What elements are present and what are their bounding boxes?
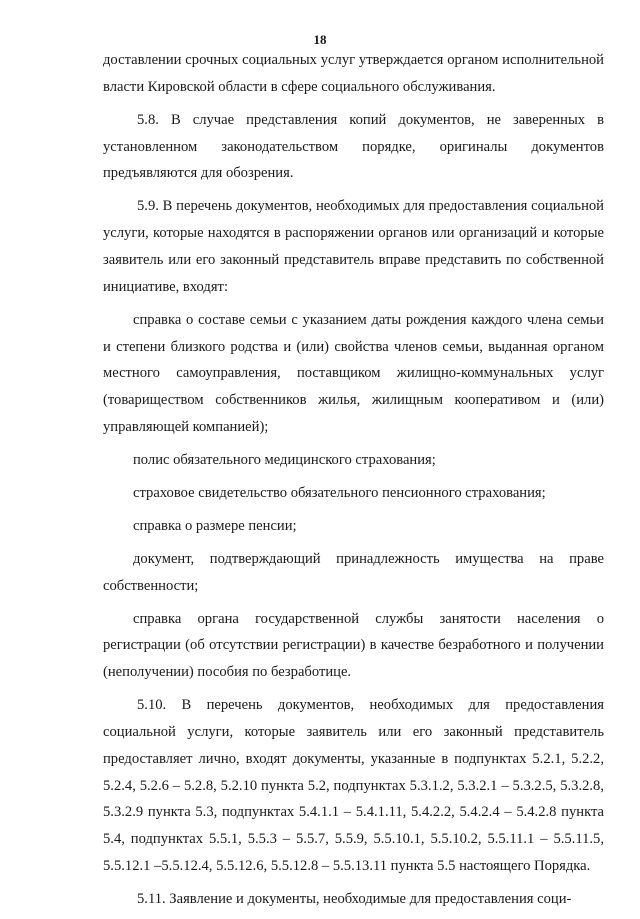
paragraph-5-8: 5.8. В случае представления копий документов, не заверенных в установленном законодательством порядке, оригиналы документов предъявляются для обозрения. (103, 111, 604, 182)
paragraph-5-9: 5.9. В перечень документов, необходимых для предоставления социальной услуги, которые находятся в распоряжении органов или организаций и которые заявитель или его законный представитель вправе представить по собственной инициативе, входят: (103, 198, 604, 295)
list-item-employment-service: справка органа государственной службы занятости населения о регистрации (об отсутствии регистрации) в качестве безработного и получении (неполучении) пособия по безработице. (103, 610, 604, 681)
document-body (103, 47, 604, 919)
list-item-pension-amount: справка о размере пенсии; (133, 517, 297, 534)
paragraph-continued-from-previous-page: доставлении срочных социальных услуг утверждается органом исполнительной власти Кировской области в сфере социального обслуживания. (103, 52, 604, 95)
list-item-pension-insurance: страховое свидетельство обязательного пенсионного страхования; (133, 484, 546, 501)
paragraph-5-10: 5.10. В перечень документов, необходимых для предоставления социальной услуги, которые заявитель или его законный представитель предоставляет лично, входят документы, указанные в подпунктах 5.2.1, 5.2.2, 5.2.4, 5.2.6 – 5.2.8, 5.2.10 пункта 5.2, подпунктах 5.3.1.2, 5.3.2.1 – 5.3.2.5, 5.3.2.8, 5.3.2.9 пункта 5.3, подпунктах 5.4.1.1 – 5.4.1.11, 5.4.2.2, 5.4.2.4 – 5.4.2.8 пункта 5.4, подпунктах 5.5.1, 5.5.3 – 5.5.7, 5.5.9, 5.5.10.1, 5.5.10.2, 5.5.11.1 – 5.5.11.5, 5.5.12.1 –5.5.12.4, 5.5.12.6, 5.5.12.8 – 5.5.13.11 пункта 5.5 настоящего Порядка. (103, 697, 604, 874)
list-item-medical-insurance: полис обязательного медицинского страхования; (133, 451, 436, 468)
page-number: 18 (313, 32, 327, 47)
list-item-property-ownership: документ, подтверждающий принадлежность имущества на праве собственности; (103, 550, 604, 594)
list-item-family-certificate: справка о составе семьи с указанием даты рождения каждого члена семьи и степени близкого родства и (или) свойства членов семьи, выданная органом местного самоуправления, поставщиком жилищно-коммунальных услуг (товариществом собственников жилья, жилищным кооперативом и (или) управляющей компанией); (103, 311, 604, 435)
paragraph-5-11: 5.11. Заявление и документы, необходимые для предоставления соци- (137, 890, 572, 907)
